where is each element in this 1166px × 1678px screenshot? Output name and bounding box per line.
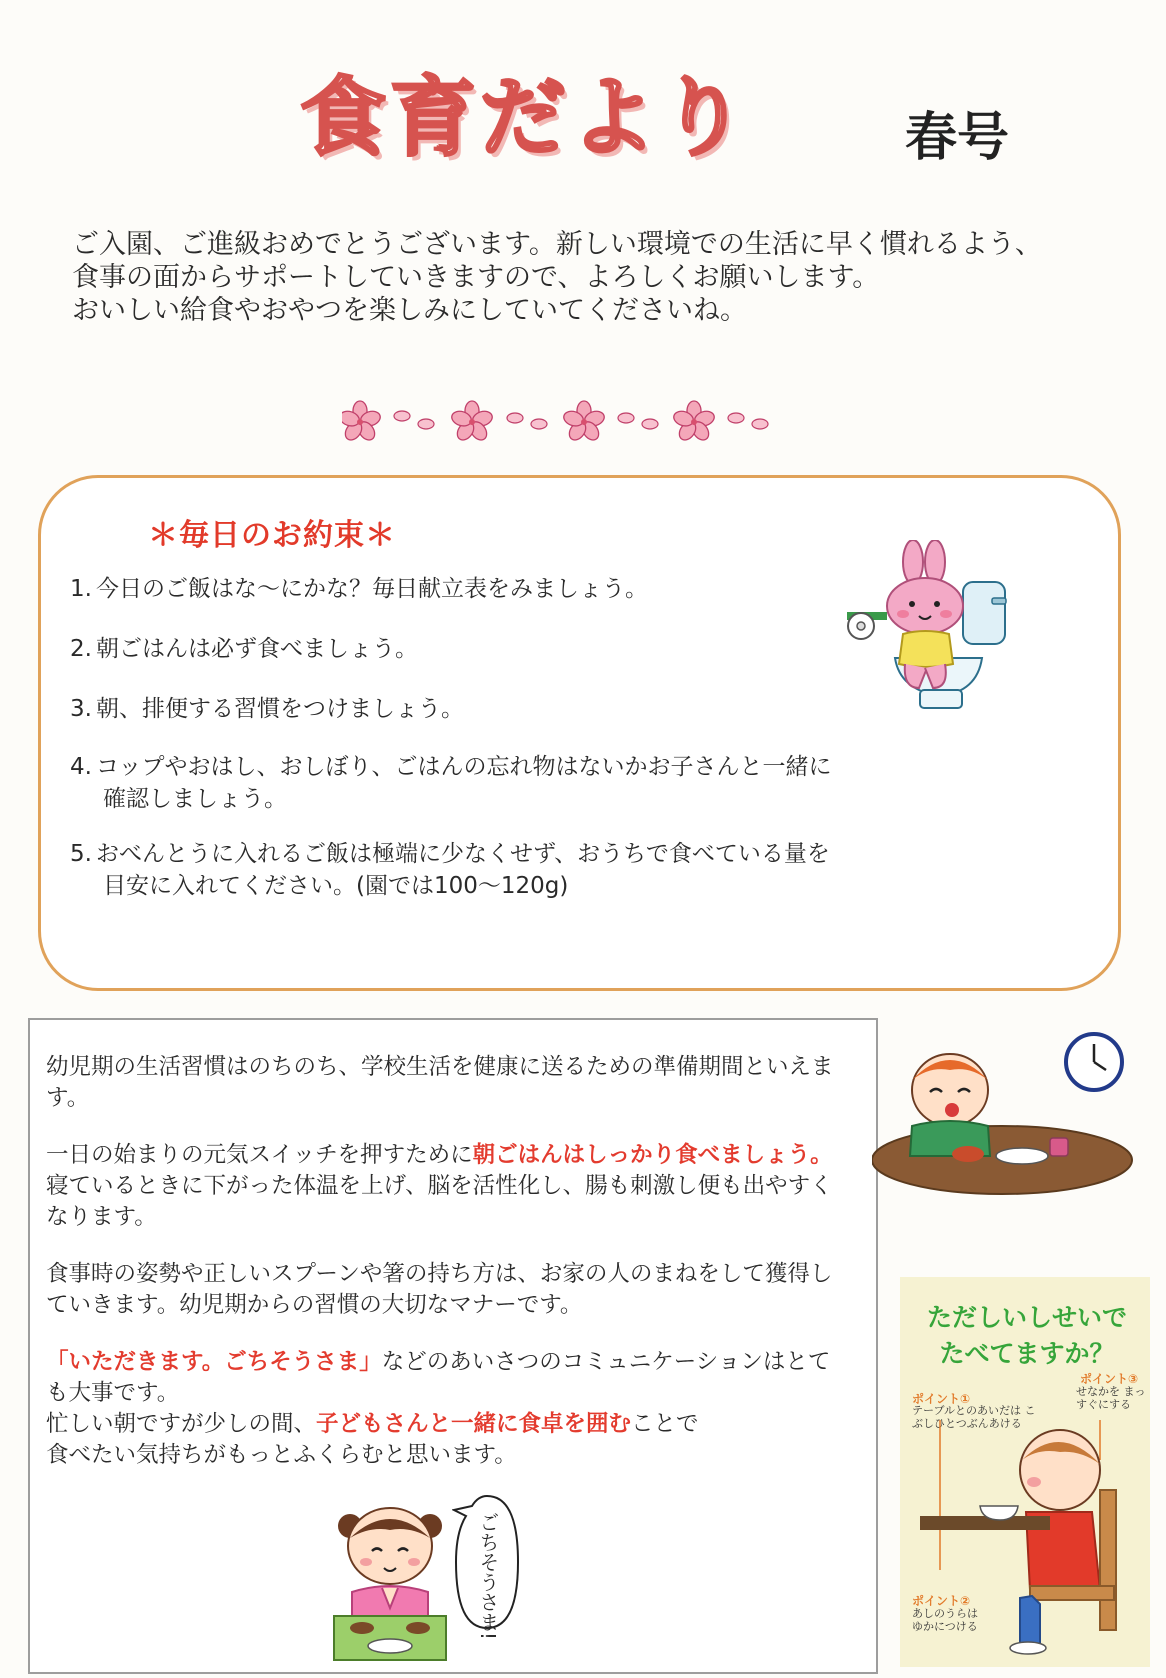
blossom-icon — [672, 401, 716, 443]
essay-paragraph — [46, 1347, 846, 1471]
season-label: 春号 — [905, 108, 1010, 168]
petal-icon — [418, 419, 434, 429]
essay-text: 忙しい朝ですが少しの間、 — [46, 1411, 317, 1437]
essay-text: 。 — [810, 1142, 833, 1168]
rule-item — [70, 838, 880, 902]
essay-text: などのあいさつのコミュニケーションはとても大事です。 — [46, 1349, 831, 1406]
essay-highlight: 子どもさんと一緒に食卓を囲む — [316, 1411, 632, 1437]
petal-icon — [618, 413, 634, 423]
rule-item — [70, 751, 880, 815]
posture-title-line: ただしいしせいで — [926, 1303, 1127, 1332]
essay-paragraph — [46, 1140, 846, 1233]
rule-item — [70, 573, 880, 605]
petal-icon — [394, 411, 410, 421]
rule-item — [70, 693, 880, 725]
rule-number: 3. — [70, 696, 92, 722]
posture-title-line: たべてますか？ — [939, 1339, 1115, 1368]
rule-text: 今日のご飯はな～にかな？毎日献立表をみましょう。 — [96, 576, 648, 602]
rule-item — [70, 633, 880, 665]
essay-text: 寝ているときに下がった体温を上げ、脳を活性化し、腸も刺激し便も出やすくなります。 — [46, 1173, 833, 1230]
rule-number: 5. — [70, 841, 92, 867]
blossom-icon — [342, 401, 382, 443]
newsletter-title: 食育だより — [300, 68, 750, 168]
intro-text — [72, 228, 1102, 327]
petal-icon — [531, 419, 547, 429]
essay-text: 食べたい気持ちがもっとふくらむと思います。 — [46, 1442, 517, 1468]
point1-text: テーブルとのあいだは こぶしひとつぶんあける — [912, 1404, 1036, 1430]
rule-text-cont: 確認しましょう。 — [103, 786, 287, 812]
petal-icon — [752, 419, 768, 429]
blossom-icon — [450, 401, 494, 443]
rule-number: 4. — [70, 754, 92, 780]
speech-bubble-text: ごちそうさま! — [476, 1512, 500, 1641]
promise-title: ＊毎日のお約束＊ — [148, 518, 396, 553]
lifestyle-essay — [46, 1052, 846, 1497]
point3-text: せなかを まっすぐにする — [1076, 1385, 1146, 1411]
essay-highlight: 朝ごはんはしっかり食べましょう — [472, 1142, 811, 1168]
essay-paragraph: 食事時の姿勢や正しいスプーンや箸の持ち方は、お家の人のまねをして獲得していきます。幼児期からの習慣の大切なマナーです。 — [46, 1261, 833, 1318]
rabbit-toilet-illustration — [845, 540, 1035, 715]
rule-text-cont: 目安に入れてください。(園では100～120g) — [103, 873, 569, 899]
essay-paragraph: 幼児期の生活習慣はのちのち、学校生活を健康に送るための準備期間といえます。 — [46, 1054, 834, 1111]
rule-text: おべんとうに入れるご飯は極端に少なくせず、おうちで食べている量を — [96, 841, 830, 867]
rule-text: コップやおはし、おしぼり、ごはんの忘れ物はないかお子さんと一緒に — [96, 754, 832, 780]
posture-title — [912, 1300, 1142, 1372]
posture-child-illustration — [920, 1420, 1145, 1660]
essay-text: ことで — [631, 1411, 699, 1437]
petal-icon — [507, 413, 523, 423]
point2-label: ポイント② — [912, 1594, 971, 1608]
blossom-icon — [562, 401, 606, 443]
essay-text: 一日の始まりの元気スイッチを押すために — [46, 1142, 473, 1168]
rule-number: 2. — [70, 636, 92, 662]
petal-icon — [642, 419, 658, 429]
intro-line: 食事の面からサポートしていきますので、よろしくお願いします。 — [72, 262, 880, 293]
intro-line: ご入園、ご進級おめでとうございます。新しい環境での生活に早く慣れるよう、 — [72, 229, 1042, 260]
girl-illustration — [330, 1496, 450, 1666]
point2-text: あしのうらは ゆかにつける — [912, 1607, 978, 1633]
intro-line: おいしい給食やおやつを楽しみにしていてくださいね。 — [72, 295, 747, 326]
petal-icon — [728, 413, 744, 423]
rule-text: 朝、排便する習慣をつけましょう。 — [96, 696, 464, 722]
point1-label: ポイント① — [912, 1392, 971, 1406]
essay-highlight: 「いただきます。ごちそうさま」 — [46, 1349, 382, 1375]
point3-label: ポイント③ — [1080, 1372, 1139, 1386]
rule-text: 朝ごはんは必ず食べましょう。 — [96, 636, 418, 662]
cherry-blossom-decoration — [342, 392, 802, 448]
rule-number: 1. — [70, 576, 92, 602]
boy-breakfast-illustration — [872, 1030, 1142, 1195]
